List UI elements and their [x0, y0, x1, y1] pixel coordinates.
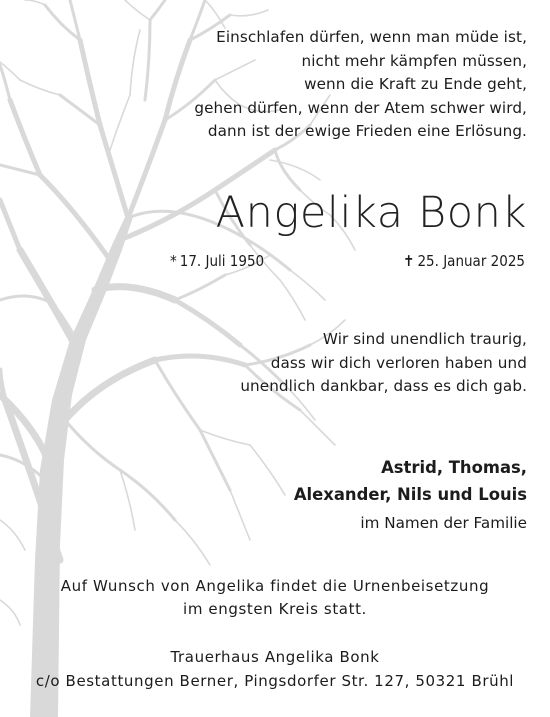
poem-line: nicht mehr kämpfen müssen, — [301, 51, 527, 70]
message-line: dass wir dich verloren haben und — [270, 353, 527, 372]
death-date: 25. Januar 2025 — [417, 252, 525, 270]
poem-line: wenn die Kraft zu Ende geht, — [304, 75, 527, 94]
mourners-line: Astrid, Thomas, — [381, 458, 527, 477]
burial-line: im engsten Kreis statt. — [183, 600, 367, 618]
poem-line: dann ist der ewige Frieden eine Erlösung. — [207, 122, 527, 141]
deceased-name: Angelika Bonk — [215, 188, 527, 238]
contact-line: Trauerhaus Angelika Bonk — [170, 648, 380, 666]
birth-star-icon: * — [170, 252, 177, 270]
mourners-line: Alexander, Nils und Louis — [293, 485, 527, 504]
birth-date: 17. Juli 1950 — [179, 252, 265, 270]
poem-line: Einschlafen dürfen, wenn man müde ist, — [216, 28, 527, 46]
opening-poem — [194, 26, 527, 144]
message-line: Wir sind unendlich traurig, — [322, 330, 527, 348]
family-message — [240, 328, 527, 399]
message-line: unendlich dankbar, dass es dich gab. — [240, 377, 527, 395]
mourners-names — [294, 454, 527, 508]
burial-notice — [0, 575, 550, 621]
birth-date-line — [170, 252, 264, 270]
death-date-line — [403, 252, 525, 270]
contact-line: c/o Bestattungen Berner, Pingsdorfer Str. 127, 50321 Brühl — [35, 672, 515, 690]
mourners-subtitle: im Namen der Familie — [360, 514, 527, 532]
contact-address — [0, 645, 550, 693]
death-cross-icon: ✝ — [403, 252, 415, 270]
poem-line: gehen dürfen, wenn der Atem schwer wird, — [194, 98, 527, 117]
burial-line: Auf Wunsch von Angelika findet die Urnenbeisetzung — [60, 577, 490, 595]
